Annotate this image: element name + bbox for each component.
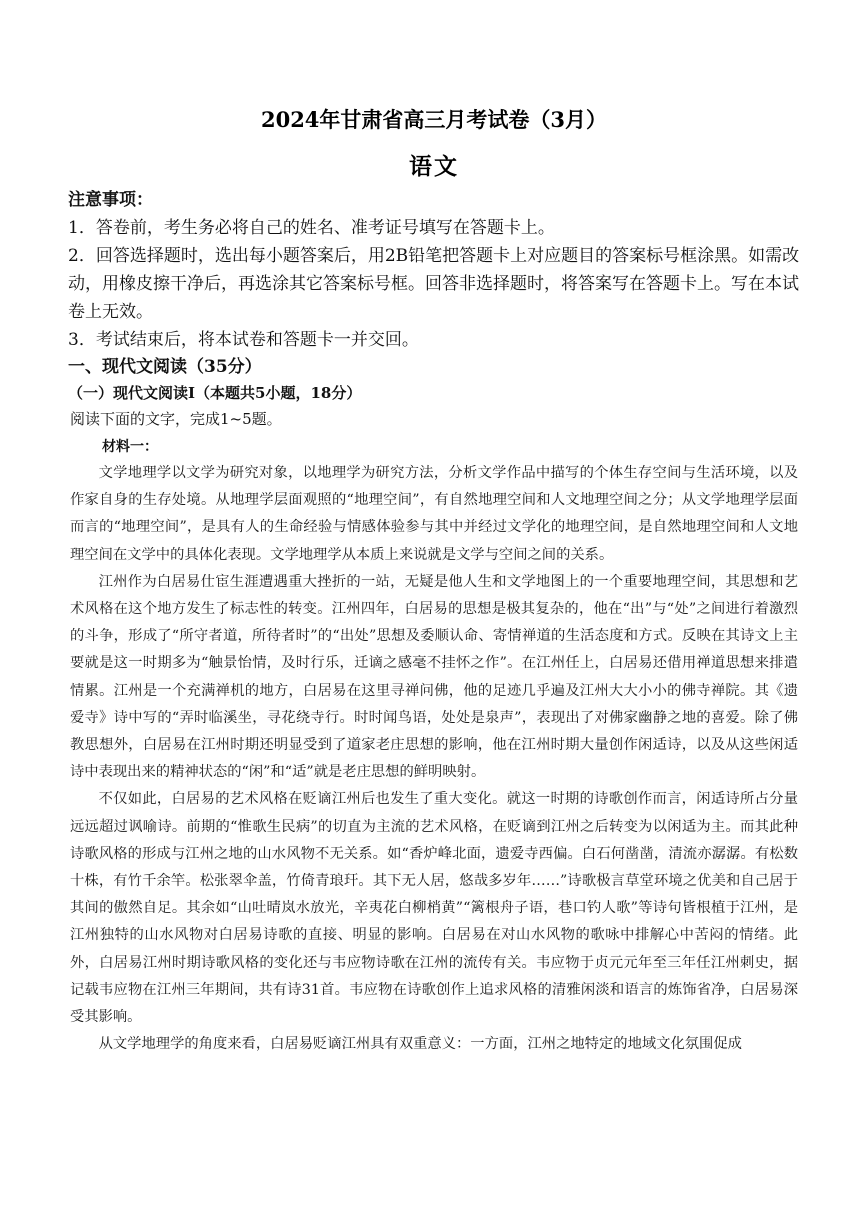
- section-heading: 一、现代文阅读（35分）: [68, 357, 262, 377]
- subject-title: 语文: [409, 153, 459, 180]
- reading-passage: [70, 460, 798, 1058]
- passage-paragraph: 不仅如此，白居易的艺术风格在贬谪江州后也发生了重大变化。就这一时期的诗歌创作而言，闲适诗所占分量远远超过讽喻诗。前期的“惟歌生民病”的切直为主流的艺术风格，在贬谪到江州之后转变为以闲适为主。而其此种诗歌风格的形成与江州之地的山水风物不无关系。如“香炉峰北面，遗爱寺西偏。白石何凿凿，清流亦潺潺。有松数十株，有竹千余竿。松张翠伞盖，竹倚青琅玕。其下无人居，悠哉多岁年……”诗歌极言草堂环境之优美和自己居于其间的傲然自足。其余如“山吐晴岚水放光，辛夷花白柳梢黄”“篱根舟子语，巷口钓人歌”等诗句皆根植于江州，是江州独特的山水风物对白居易诗歌的直接、明显的影响。白居易在对山水风物的歌咏中排解心中苦闷的情绪。此外，白居易江州时期诗歌风格的变化还与韦应物诗歌在江州的流传有关。韦应物于贞元元年至三年任江州刺史，据记载韦应物在江州三年期间，共有诗31首。韦应物在诗歌创作上追求风格的清雅闲淡和语言的炼饰省净，白居易深受其影响。: [70, 791, 798, 1026]
- notice-heading: 注意事项：: [68, 190, 153, 210]
- notice-item: 3．考试结束后，将本试卷和答题卡一并交回。: [68, 330, 419, 350]
- passage-paragraph: 江州作为白居易仕宦生涯遭遇重大挫折的一站，无疑是他人生和文学地图上的一个重要地理空间，其思想和艺术风格在这个地方发生了标志性的转变。江州四年，白居易的思想是极其复杂的，他在“出”与“处”之间进行着激烈的斗争，形成了“所守者道，所待者时”的“出处”思想及委顺认命、寄情禅道的生活态度和方式。反映在其诗文上主要就是这一时期多为“触景怡情，及时行乐，迁谪之感毫不挂怀之作”。在江州任上，白居易还借用禅道思想来排遣情累。江州是一个充满禅机的地方，白居易在这里寻禅问佛，他的足迹几乎遍及江州大大小小的佛寺禅院。其《遗爱寺》诗中写的“弄时临溪坐，寻花绕寺行。时时闻鸟语，处处是泉声”，表现出了对佛家幽静之地的喜爱。除了佛教思想外，白居易在江州时期还明显受到了道家老庄思想的影响，他在江州时期大量创作闲适诗，以及从这些闲适诗中表现出来的精神状态的“闲”和“适”就是老庄思想的鲜明映射。: [70, 573, 798, 781]
- material-label: 材料一：: [102, 439, 158, 455]
- passage-paragraph: 文学地理学以文学为研究对象，以地理学为研究方法，分析文学作品中描写的个体生存空间与生活环境，以及作家自身的生存处境。从地理学层面观照的“地理空间”，有自然地理空间和人文地理空间之分；从文学地理学层面而言的“地理空间”，是具有人的生命经验与情感体验参与其中并经过文学化的地理空间，是自然地理空间和人文地理空间在文学中的具体化表现。文学地理学从本质上来说就是文学与空间之间的关系。: [70, 465, 798, 563]
- passage-paragraph: 从文学地理学的角度来看，白居易贬谪江州具有双重意义：一方面，江州之地特定的地域文化氛围促成: [98, 1036, 742, 1053]
- notice-item: 1．答卷前，考生务必将自己的姓名、准考证号填写在答题卡上。: [68, 218, 555, 238]
- notice-block: [68, 186, 800, 354]
- notice-item: 2．回答选择题时，选出每小题答案后，用2B铅笔把答题卡上对应题目的答案标号框涂黑。如需改动，用橡皮擦干净后，再选涂其它答案标号框。回答非选择题时，将答案写在答题卡上。写在本试卷上无效。: [68, 246, 800, 322]
- reading-instruction: 阅读下面的文字，完成1~5题。: [70, 410, 282, 428]
- exam-title: 2024年甘肃省高三月考试卷（3月）: [260, 107, 608, 132]
- subsection-heading: （一）现代文阅读Ⅰ（本题共5小题，18分）: [68, 384, 362, 402]
